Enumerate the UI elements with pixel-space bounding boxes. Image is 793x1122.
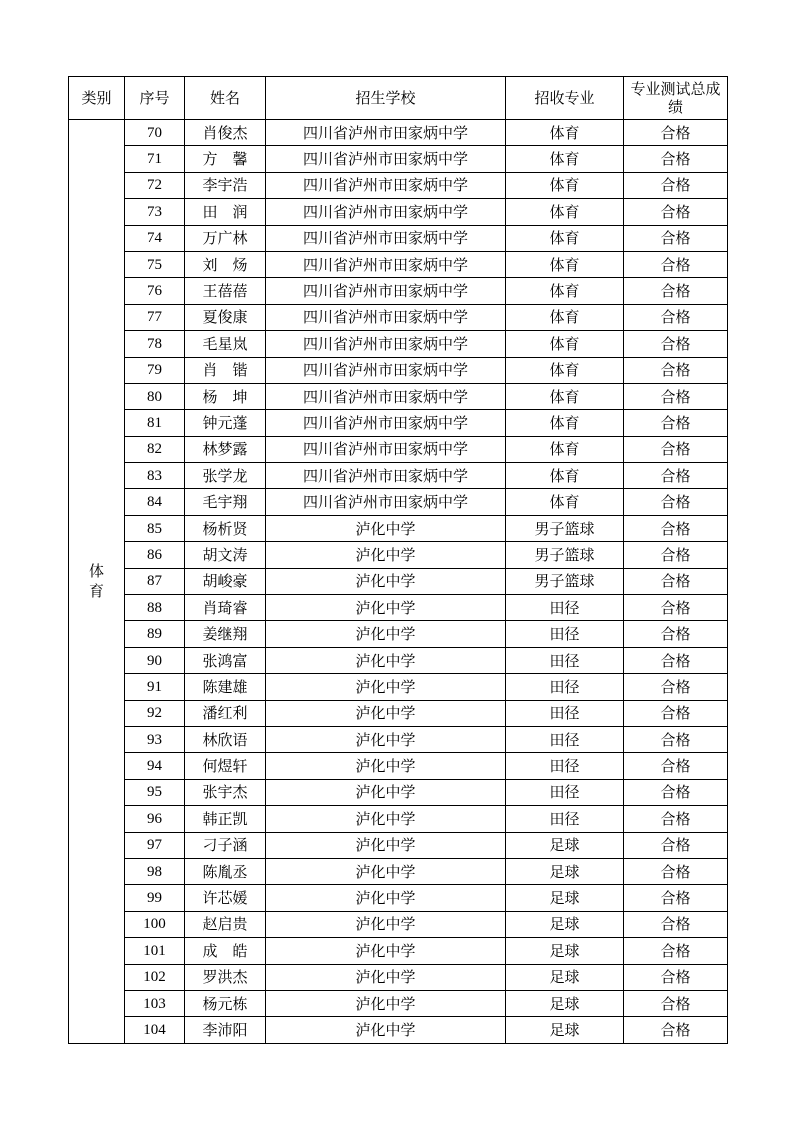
table-row bbox=[69, 964, 728, 990]
school-cell: 四川省泸州市田家炳中学 bbox=[266, 146, 506, 172]
seq-cell: 104 bbox=[125, 1017, 185, 1043]
seq-cell: 88 bbox=[125, 595, 185, 621]
score-cell: 合格 bbox=[624, 753, 728, 779]
school-cell: 泸化中学 bbox=[266, 858, 506, 884]
major-cell: 体育 bbox=[506, 383, 624, 409]
school-cell: 四川省泸州市田家炳中学 bbox=[266, 410, 506, 436]
score-cell: 合格 bbox=[624, 410, 728, 436]
score-cell: 合格 bbox=[624, 436, 728, 462]
school-cell: 四川省泸州市田家炳中学 bbox=[266, 225, 506, 251]
major-cell: 田径 bbox=[506, 726, 624, 752]
table-row bbox=[69, 700, 728, 726]
seq-cell: 100 bbox=[125, 911, 185, 937]
name-cell: 夏俊康 bbox=[185, 304, 266, 330]
score-cell: 合格 bbox=[624, 779, 728, 805]
major-cell: 田径 bbox=[506, 647, 624, 673]
name-cell: 罗洪杰 bbox=[185, 964, 266, 990]
major-cell: 足球 bbox=[506, 858, 624, 884]
score-cell: 合格 bbox=[624, 172, 728, 198]
score-cell: 合格 bbox=[624, 700, 728, 726]
table-row bbox=[69, 304, 728, 330]
school-cell: 四川省泸州市田家炳中学 bbox=[266, 304, 506, 330]
table-row bbox=[69, 726, 728, 752]
score-cell: 合格 bbox=[624, 304, 728, 330]
school-cell: 泸化中学 bbox=[266, 806, 506, 832]
table-row bbox=[69, 647, 728, 673]
name-cell: 胡峻豪 bbox=[185, 568, 266, 594]
header-seq: 序号 bbox=[125, 77, 185, 120]
score-cell: 合格 bbox=[624, 621, 728, 647]
major-cell: 男子篮球 bbox=[506, 568, 624, 594]
table-row bbox=[69, 911, 728, 937]
major-cell: 体育 bbox=[506, 410, 624, 436]
name-cell: 李宇浩 bbox=[185, 172, 266, 198]
header-row bbox=[69, 77, 728, 120]
name-cell: 赵启贵 bbox=[185, 911, 266, 937]
admission-results-table bbox=[68, 76, 728, 1044]
score-cell: 合格 bbox=[624, 146, 728, 172]
name-cell: 肖琦睿 bbox=[185, 595, 266, 621]
table-row bbox=[69, 489, 728, 515]
score-cell: 合格 bbox=[624, 647, 728, 673]
score-cell: 合格 bbox=[624, 990, 728, 1016]
school-cell: 泸化中学 bbox=[266, 726, 506, 752]
table-row bbox=[69, 410, 728, 436]
name-cell: 方 馨 bbox=[185, 146, 266, 172]
table-row bbox=[69, 120, 728, 146]
score-cell: 合格 bbox=[624, 674, 728, 700]
name-cell: 钟元蓬 bbox=[185, 410, 266, 436]
table-row bbox=[69, 779, 728, 805]
header-category: 类别 bbox=[69, 77, 125, 120]
table-row bbox=[69, 753, 728, 779]
score-cell: 合格 bbox=[624, 832, 728, 858]
seq-cell: 92 bbox=[125, 700, 185, 726]
name-cell: 刘 炀 bbox=[185, 251, 266, 277]
school-cell: 泸化中学 bbox=[266, 885, 506, 911]
school-cell: 四川省泸州市田家炳中学 bbox=[266, 463, 506, 489]
category-cell: 体 育 bbox=[69, 120, 125, 1044]
score-cell: 合格 bbox=[624, 964, 728, 990]
seq-cell: 76 bbox=[125, 278, 185, 304]
table-row bbox=[69, 278, 728, 304]
seq-cell: 87 bbox=[125, 568, 185, 594]
seq-cell: 80 bbox=[125, 383, 185, 409]
seq-cell: 94 bbox=[125, 753, 185, 779]
table-row bbox=[69, 568, 728, 594]
major-cell: 田径 bbox=[506, 779, 624, 805]
score-cell: 合格 bbox=[624, 251, 728, 277]
table-header bbox=[69, 77, 728, 120]
seq-cell: 75 bbox=[125, 251, 185, 277]
name-cell: 万广林 bbox=[185, 225, 266, 251]
major-cell: 体育 bbox=[506, 463, 624, 489]
school-cell: 泸化中学 bbox=[266, 938, 506, 964]
seq-cell: 74 bbox=[125, 225, 185, 251]
major-cell: 体育 bbox=[506, 331, 624, 357]
header-name: 姓名 bbox=[185, 77, 266, 120]
school-cell: 泸化中学 bbox=[266, 964, 506, 990]
name-cell: 张宇杰 bbox=[185, 779, 266, 805]
seq-cell: 86 bbox=[125, 542, 185, 568]
score-cell: 合格 bbox=[624, 595, 728, 621]
major-cell: 足球 bbox=[506, 885, 624, 911]
school-cell: 泸化中学 bbox=[266, 647, 506, 673]
seq-cell: 81 bbox=[125, 410, 185, 436]
table-row bbox=[69, 463, 728, 489]
score-cell: 合格 bbox=[624, 383, 728, 409]
table-row bbox=[69, 938, 728, 964]
score-cell: 合格 bbox=[624, 726, 728, 752]
school-cell: 泸化中学 bbox=[266, 515, 506, 541]
name-cell: 张学龙 bbox=[185, 463, 266, 489]
major-cell: 田径 bbox=[506, 674, 624, 700]
seq-cell: 83 bbox=[125, 463, 185, 489]
name-cell: 林欣语 bbox=[185, 726, 266, 752]
table-row bbox=[69, 357, 728, 383]
score-cell: 合格 bbox=[624, 489, 728, 515]
seq-cell: 71 bbox=[125, 146, 185, 172]
table-row bbox=[69, 806, 728, 832]
seq-cell: 99 bbox=[125, 885, 185, 911]
seq-cell: 78 bbox=[125, 331, 185, 357]
school-cell: 泸化中学 bbox=[266, 568, 506, 594]
major-cell: 体育 bbox=[506, 304, 624, 330]
school-cell: 四川省泸州市田家炳中学 bbox=[266, 357, 506, 383]
school-cell: 四川省泸州市田家炳中学 bbox=[266, 489, 506, 515]
table-body bbox=[69, 120, 728, 1044]
seq-cell: 98 bbox=[125, 858, 185, 884]
table-row bbox=[69, 990, 728, 1016]
seq-cell: 79 bbox=[125, 357, 185, 383]
name-cell: 韩正凯 bbox=[185, 806, 266, 832]
school-cell: 四川省泸州市田家炳中学 bbox=[266, 331, 506, 357]
table-row bbox=[69, 225, 728, 251]
school-cell: 四川省泸州市田家炳中学 bbox=[266, 251, 506, 277]
school-cell: 四川省泸州市田家炳中学 bbox=[266, 120, 506, 146]
major-cell: 田径 bbox=[506, 700, 624, 726]
major-cell: 足球 bbox=[506, 832, 624, 858]
major-cell: 男子篮球 bbox=[506, 542, 624, 568]
name-cell: 林梦露 bbox=[185, 436, 266, 462]
name-cell: 毛星岚 bbox=[185, 331, 266, 357]
table-row bbox=[69, 674, 728, 700]
seq-cell: 97 bbox=[125, 832, 185, 858]
name-cell: 田 润 bbox=[185, 199, 266, 225]
score-cell: 合格 bbox=[624, 120, 728, 146]
table-row bbox=[69, 885, 728, 911]
name-cell: 李沛阳 bbox=[185, 1017, 266, 1043]
school-cell: 四川省泸州市田家炳中学 bbox=[266, 436, 506, 462]
major-cell: 田径 bbox=[506, 806, 624, 832]
table-row bbox=[69, 1017, 728, 1043]
school-cell: 泸化中学 bbox=[266, 779, 506, 805]
score-cell: 合格 bbox=[624, 568, 728, 594]
seq-cell: 103 bbox=[125, 990, 185, 1016]
score-cell: 合格 bbox=[624, 885, 728, 911]
score-cell: 合格 bbox=[624, 225, 728, 251]
major-cell: 体育 bbox=[506, 278, 624, 304]
major-cell: 体育 bbox=[506, 146, 624, 172]
table-row bbox=[69, 542, 728, 568]
major-cell: 体育 bbox=[506, 251, 624, 277]
school-cell: 四川省泸州市田家炳中学 bbox=[266, 172, 506, 198]
school-cell: 四川省泸州市田家炳中学 bbox=[266, 199, 506, 225]
table-row bbox=[69, 832, 728, 858]
school-cell: 泸化中学 bbox=[266, 911, 506, 937]
school-cell: 泸化中学 bbox=[266, 542, 506, 568]
school-cell: 泸化中学 bbox=[266, 832, 506, 858]
seq-cell: 73 bbox=[125, 199, 185, 225]
name-cell: 陈胤丞 bbox=[185, 858, 266, 884]
school-cell: 泸化中学 bbox=[266, 595, 506, 621]
seq-cell: 91 bbox=[125, 674, 185, 700]
major-cell: 体育 bbox=[506, 436, 624, 462]
seq-cell: 70 bbox=[125, 120, 185, 146]
table-row bbox=[69, 172, 728, 198]
table-row bbox=[69, 383, 728, 409]
score-cell: 合格 bbox=[624, 278, 728, 304]
name-cell: 潘红利 bbox=[185, 700, 266, 726]
table-row bbox=[69, 146, 728, 172]
table-row bbox=[69, 331, 728, 357]
school-cell: 泸化中学 bbox=[266, 753, 506, 779]
school-cell: 泸化中学 bbox=[266, 674, 506, 700]
table-row bbox=[69, 621, 728, 647]
score-cell: 合格 bbox=[624, 911, 728, 937]
major-cell: 足球 bbox=[506, 964, 624, 990]
score-cell: 合格 bbox=[624, 542, 728, 568]
score-cell: 合格 bbox=[624, 858, 728, 884]
major-cell: 足球 bbox=[506, 938, 624, 964]
table-row bbox=[69, 595, 728, 621]
seq-cell: 90 bbox=[125, 647, 185, 673]
name-cell: 杨 坤 bbox=[185, 383, 266, 409]
table-row bbox=[69, 199, 728, 225]
name-cell: 毛宇翔 bbox=[185, 489, 266, 515]
seq-cell: 82 bbox=[125, 436, 185, 462]
score-cell: 合格 bbox=[624, 357, 728, 383]
major-cell: 田径 bbox=[506, 621, 624, 647]
score-cell: 合格 bbox=[624, 515, 728, 541]
name-cell: 陈建雄 bbox=[185, 674, 266, 700]
school-cell: 泸化中学 bbox=[266, 1017, 506, 1043]
seq-cell: 102 bbox=[125, 964, 185, 990]
seq-cell: 95 bbox=[125, 779, 185, 805]
name-cell: 姜继翔 bbox=[185, 621, 266, 647]
school-cell: 四川省泸州市田家炳中学 bbox=[266, 383, 506, 409]
score-cell: 合格 bbox=[624, 938, 728, 964]
score-cell: 合格 bbox=[624, 331, 728, 357]
name-cell: 成 皓 bbox=[185, 938, 266, 964]
name-cell: 张鸿富 bbox=[185, 647, 266, 673]
school-cell: 泸化中学 bbox=[266, 700, 506, 726]
major-cell: 田径 bbox=[506, 595, 624, 621]
header-major: 招收专业 bbox=[506, 77, 624, 120]
seq-cell: 93 bbox=[125, 726, 185, 752]
school-cell: 泸化中学 bbox=[266, 990, 506, 1016]
name-cell: 杨元栋 bbox=[185, 990, 266, 1016]
major-cell: 体育 bbox=[506, 357, 624, 383]
name-cell: 何煜轩 bbox=[185, 753, 266, 779]
score-cell: 合格 bbox=[624, 463, 728, 489]
name-cell: 肖 锴 bbox=[185, 357, 266, 383]
table-row bbox=[69, 436, 728, 462]
major-cell: 体育 bbox=[506, 489, 624, 515]
name-cell: 刁子涵 bbox=[185, 832, 266, 858]
score-cell: 合格 bbox=[624, 1017, 728, 1043]
score-cell: 合格 bbox=[624, 199, 728, 225]
major-cell: 体育 bbox=[506, 120, 624, 146]
score-cell: 合格 bbox=[624, 806, 728, 832]
header-score: 专业测试总成绩 bbox=[624, 77, 728, 120]
seq-cell: 77 bbox=[125, 304, 185, 330]
major-cell: 体育 bbox=[506, 199, 624, 225]
table-row bbox=[69, 858, 728, 884]
name-cell: 王蓓蓓 bbox=[185, 278, 266, 304]
major-cell: 足球 bbox=[506, 990, 624, 1016]
table-row bbox=[69, 515, 728, 541]
major-cell: 田径 bbox=[506, 753, 624, 779]
school-cell: 泸化中学 bbox=[266, 621, 506, 647]
seq-cell: 72 bbox=[125, 172, 185, 198]
major-cell: 男子篮球 bbox=[506, 515, 624, 541]
major-cell: 足球 bbox=[506, 911, 624, 937]
seq-cell: 101 bbox=[125, 938, 185, 964]
seq-cell: 85 bbox=[125, 515, 185, 541]
seq-cell: 84 bbox=[125, 489, 185, 515]
header-school: 招生学校 bbox=[266, 77, 506, 120]
seq-cell: 89 bbox=[125, 621, 185, 647]
major-cell: 体育 bbox=[506, 225, 624, 251]
name-cell: 肖俊杰 bbox=[185, 120, 266, 146]
school-cell: 四川省泸州市田家炳中学 bbox=[266, 278, 506, 304]
name-cell: 许芯媛 bbox=[185, 885, 266, 911]
name-cell: 胡文涛 bbox=[185, 542, 266, 568]
major-cell: 体育 bbox=[506, 172, 624, 198]
name-cell: 杨析贤 bbox=[185, 515, 266, 541]
table-row bbox=[69, 251, 728, 277]
major-cell: 足球 bbox=[506, 1017, 624, 1043]
seq-cell: 96 bbox=[125, 806, 185, 832]
